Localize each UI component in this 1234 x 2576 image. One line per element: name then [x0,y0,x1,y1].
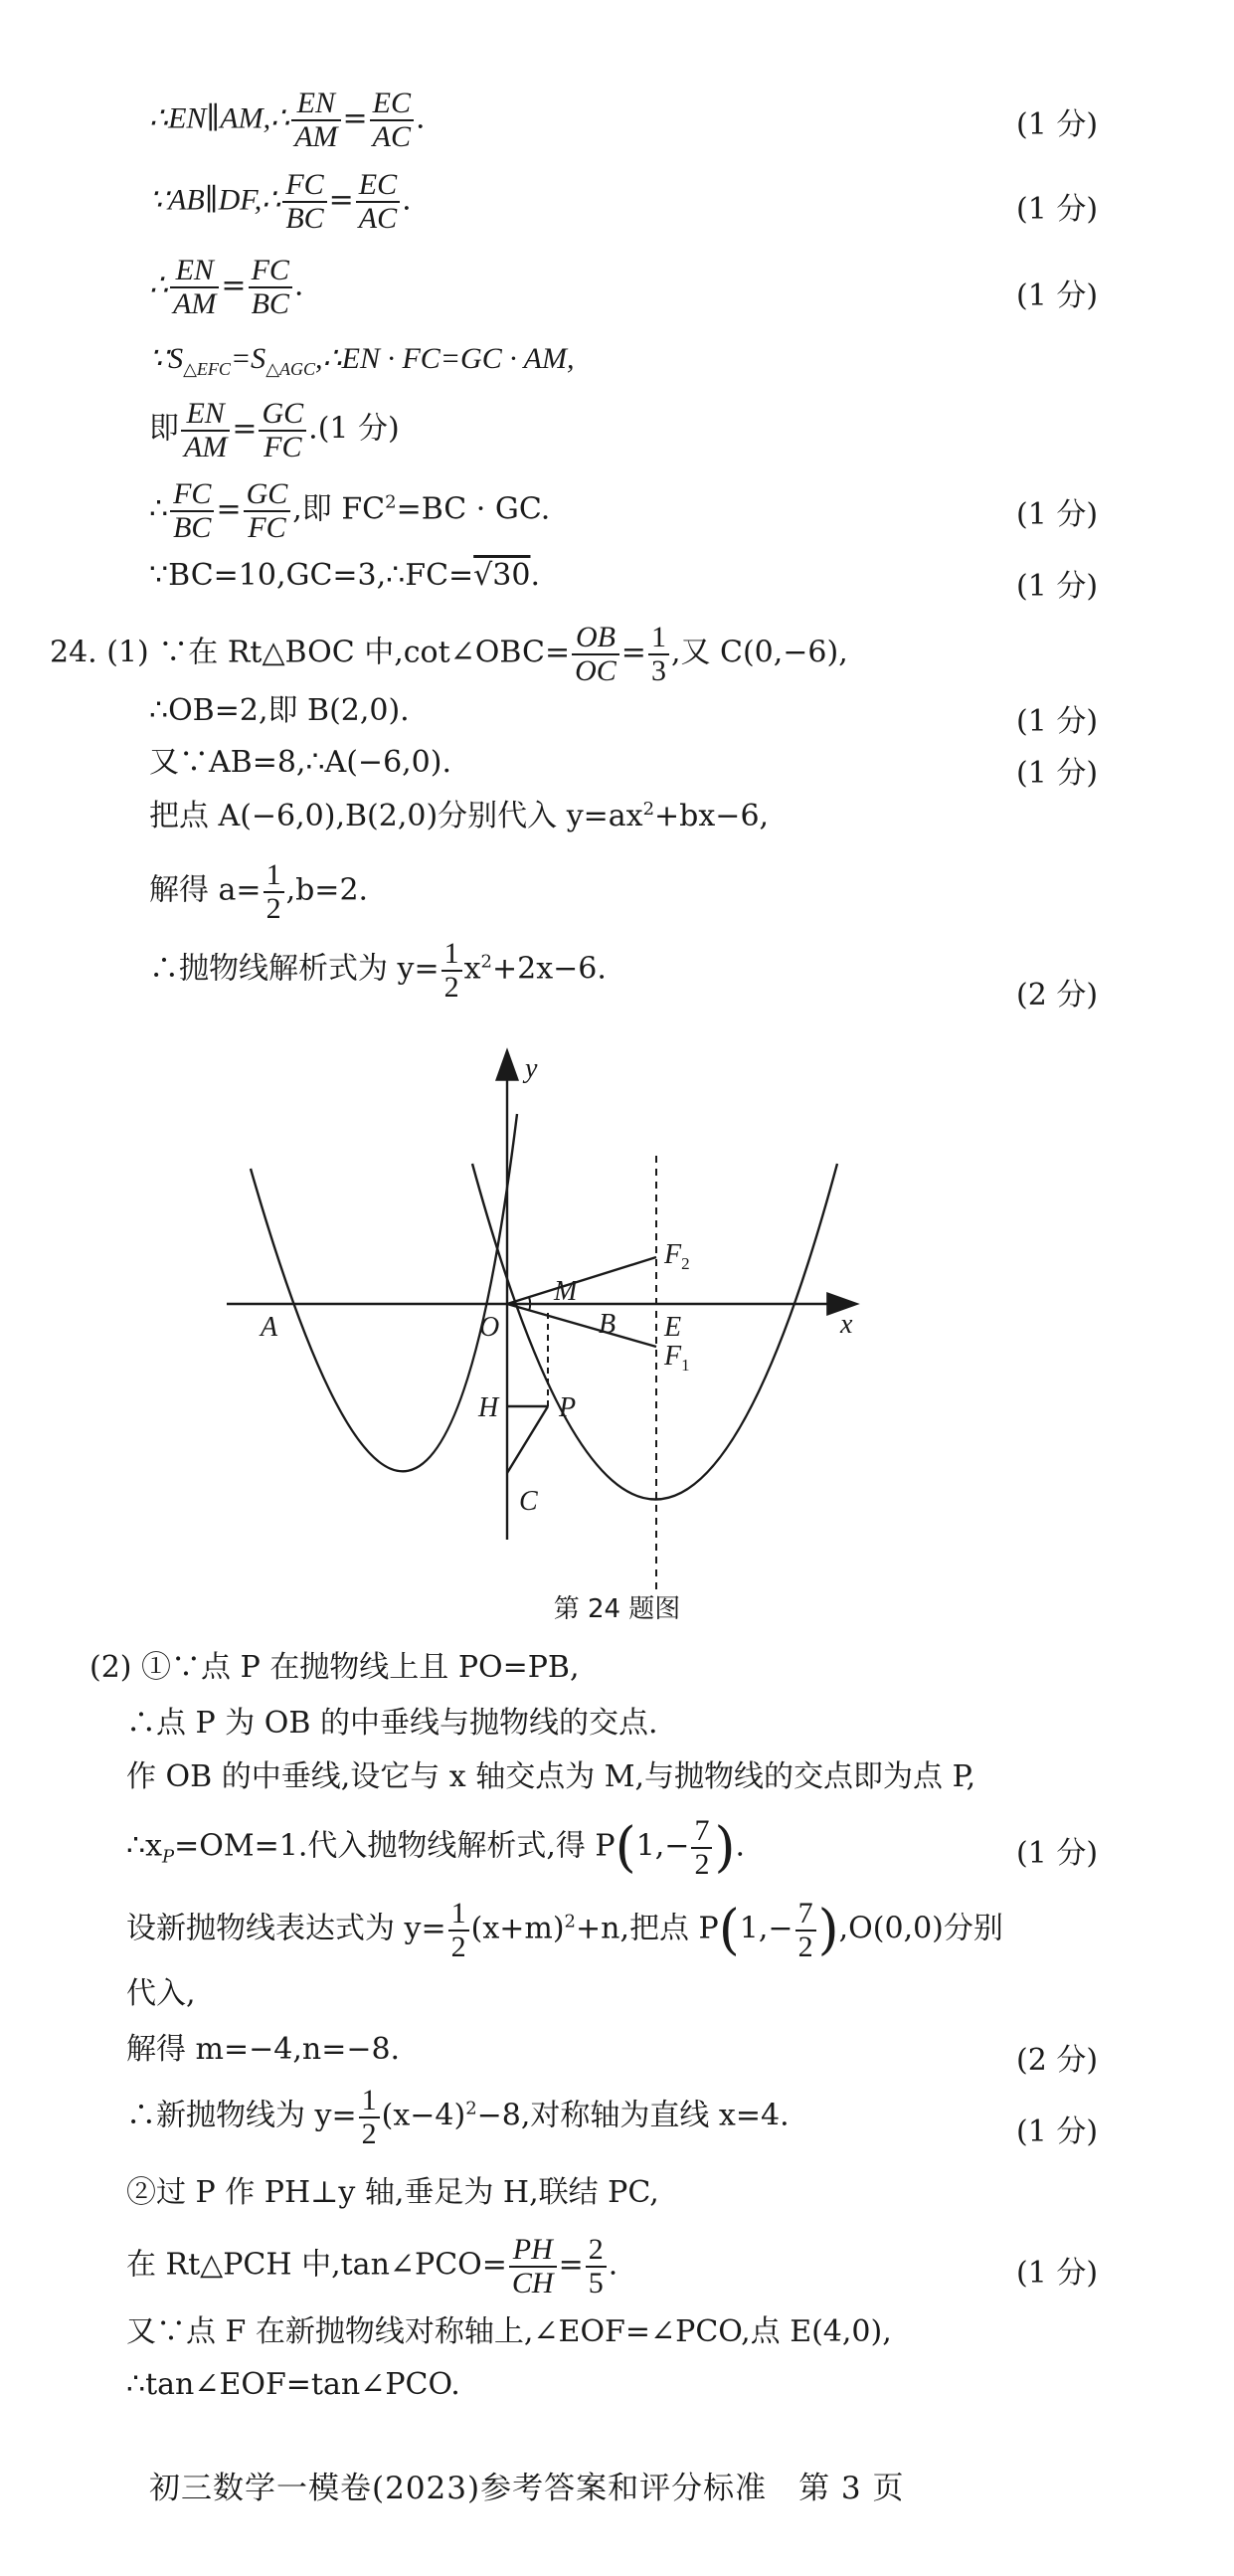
proof-line-9: ∴OB=2,即 B(2,0). [149,693,410,728]
fraction: $\frac{1}{2}$ [264,859,284,924]
label-E: E [664,1312,682,1343]
score-2: (1 分) [1016,192,1099,227]
score-23: (1 分) [1016,2256,1099,2291]
fraction: $\frac{2}{5}$ [586,2234,607,2299]
fraction: $\frac{FC}{BC}$ [249,255,292,319]
fraction: $\frac{7}{2}$ [691,1815,712,1880]
score-9: (1 分) [1016,704,1099,739]
radical: √30 [473,558,531,593]
score-21: (1 分) [1016,2115,1099,2149]
proof-line-25: ∴tan∠EOF=tan∠PCO. [126,2367,460,2402]
score-3: (1 分) [1016,278,1099,313]
proof-line-1: ∴EN∥AM,∴ $\frac{EN}{AM}$ = $\frac{EC}{AC}$ . [149,87,426,153]
proof-line-21: ∴新抛物线为 y= $\frac{1}{2}$ $(x-4)^2-8$,对称轴为直线 x=4. [126,2084,790,2150]
new-parabola [472,1164,837,1500]
proof-line-4: $\because S_{\triangle EFC}=S_{\triangle AGC},\therefore EN \cdot FC=GC$ · AM, [149,342,575,379]
label-C: C [519,1486,538,1517]
proof-line-7: ∵BC=10,GC=3,∴FC=√30. [149,558,541,593]
page-footer: 初三数学一模卷(2023)参考答案和评分标准 第 3 页 [149,2471,905,2506]
proof-line-18: 设新抛物线表达式为 y= $\frac{1}{2}$ $(x+m)^2+n$,把点 P(1,− $\frac{7}{2}$ ),O(0,0)分别 [126,1897,1003,1963]
fraction: $\frac{7}{2}$ [795,1898,816,1962]
score-13: (2 分) [1016,978,1099,1012]
question-24-part-2: (2) ①∵点 P 在抛物线上且 PO=PB, [89,1650,580,1685]
fraction: $\frac{EN}{AM}$ [291,88,340,152]
proof-line-23: 在 Rt△PCH 中,tan∠PCO= $\frac{PH}{CH}$ = $\frac{2}{5}$ . [126,2233,618,2300]
fraction: $\frac{1}{3}$ [648,622,669,686]
label-F1: $F_1$ [664,1341,690,1375]
label-H: H [478,1392,499,1423]
label-O: O [479,1312,500,1343]
fraction: $\frac{1}{2}$ [441,938,462,1003]
proof-line-3: ∴ $\frac{EN}{AM}$ = $\frac{FC}{BC}$ . [149,254,304,320]
proof-line-16: 作 OB 的中垂线,设它与 x 轴交点为 M,与抛物线的交点即为点 P, [126,1759,976,1794]
fraction: $\frac{PH}{CH}$ [509,2234,557,2299]
proof-line-6: ∴ $\frac{FC}{BC}$ = $\frac{GC}{FC}$ ,即 $FC^2=BC$ · GC. [149,477,551,544]
fraction: $\frac{FC}{BC}$ [170,478,214,543]
original-parabola [251,1114,517,1471]
segment-PC [507,1406,548,1473]
fraction: $\frac{EN}{AM}$ [181,398,230,462]
label-x: x [840,1309,853,1340]
fraction: $\frac{EN}{AM}$ [170,255,219,319]
proof-line-10: 又∵AB=8,∴A(−6,0). [149,745,452,780]
proof-line-11: 把点 A(−6,0),B(2,0)分别代入 $y=ax^2+bx-6$, [149,799,770,833]
score-6: (1 分) [1016,497,1099,532]
proof-line-12: 解得 a= $\frac{1}{2}$ ,b=2. [149,858,369,925]
score-10: (1 分) [1016,756,1099,791]
fraction: $\frac{OB}{OC}$ [572,622,619,686]
proof-line-5: 即 $\frac{EN}{AM}$ = $\frac{GC}{FC}$ .(1 分) [149,397,400,463]
score-20: (2 分) [1016,2043,1099,2078]
proof-line-20: 解得 m=−4,n=−8. [126,2032,401,2067]
fraction: $\frac{1}{2}$ [359,2085,380,2149]
fraction: $\frac{1}{2}$ [448,1898,469,1962]
proof-line-19: 代入, [126,1976,196,2011]
score-1: (1 分) [1016,107,1099,142]
fraction: $\frac{GC}{FC}$ [259,398,306,462]
proof-line-13: ∴抛物线解析式为 y= $\frac{1}{2}$ $x^2+2x-6$. [149,937,607,1004]
proof-line-15: ∴点 P 为 OB 的中垂线与抛物线的交点. [126,1706,658,1741]
figure-caption: 第 24 题图 [553,1594,681,1624]
fraction: $\frac{FC}{BC}$ [282,169,326,234]
proof-line-2: ∵AB∥DF,∴ $\frac{FC}{BC}$ = $\frac{EC}{AC}$ . [149,168,412,235]
label-M: M [554,1276,578,1307]
score-17: (1 分) [1016,1836,1099,1871]
label-B: B [599,1309,617,1340]
parabola-figure [0,1034,1234,1591]
question-24-part-1: 24. (1) ∵在 Rt△BOC 中,cot∠OBC= $\frac{OB}{OC}$ = $\frac{1}{3}$ ,又 C(0,−6), [50,621,848,687]
label-y: y [525,1053,538,1084]
proof-line-22: ②过 P 作 PH⊥y 轴,垂足为 H,联结 PC, [126,2175,659,2210]
fraction: $\frac{EC}{AC}$ [356,169,400,234]
label-F2: $F_2$ [664,1239,690,1273]
fraction: $\frac{GC}{FC}$ [244,478,291,543]
label-A: A [261,1312,278,1343]
proof-line-24: 又∵点 F 在新抛物线对称轴上,∠EOF=∠PCO,点 E(4,0), [126,2314,892,2349]
fraction: $\frac{EC}{AC}$ [370,88,414,152]
proof-line-17: $\therefore x_P=OM=1$.代入抛物线解析式,得 P(1,− $\frac{7}{2}$ ). [126,1814,746,1881]
label-P: P [559,1392,577,1423]
score-7: (1 分) [1016,569,1099,604]
